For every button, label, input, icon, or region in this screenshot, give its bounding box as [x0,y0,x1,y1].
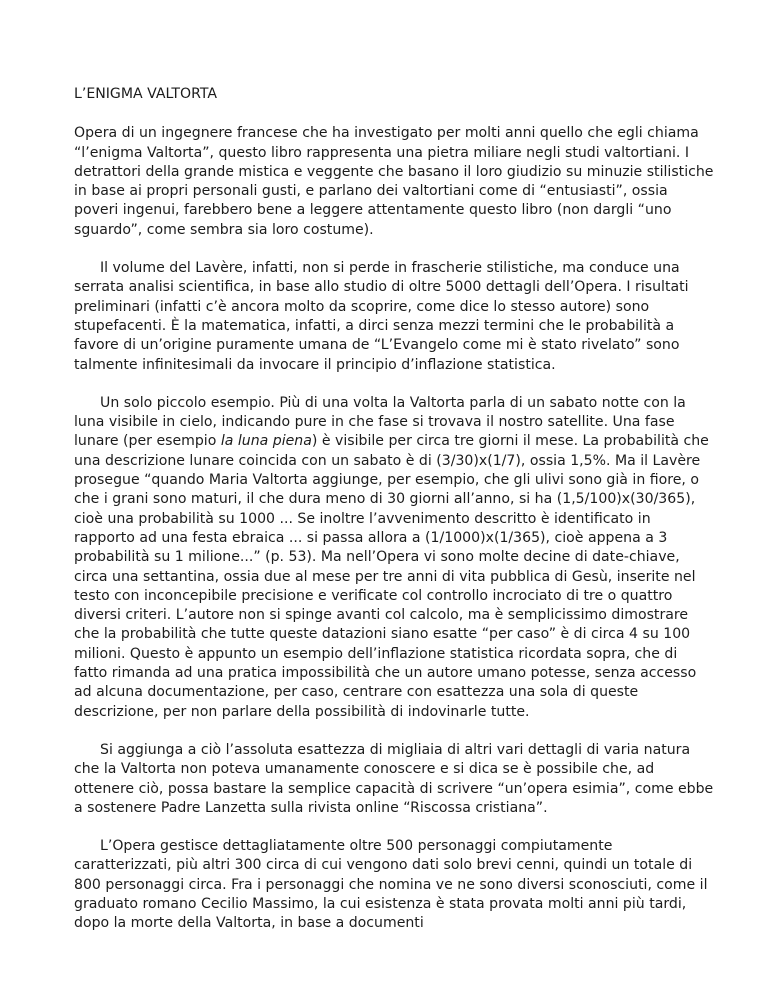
paragraph-text: Opera di un ingegnere francese che ha investigato per molti anni quello che egli chiama “l’enigma Valtorta”, questo libro rappresenta una pietra miliare negli studi valtortiani. I detrattori della grande mistica e veggente che basano il loro giudizio su minuzie stilistiche in base ai propri personali gusti, e parlano dei valtortiani come di “entusiasti”, ossia poveri ingenui, farebbero bene a leggere attentamente questo libro (non dargli “uno sguardo”, come sembra sia loro costume). [74,125,714,238]
document-title: L’ENIGMA VALTORTA [74,86,218,102]
paragraph-characters [74,837,714,933]
paragraph-details [74,741,714,818]
document-body [74,85,714,953]
paragraph-text: Il volume del Lavère, infatti, non si perde in frascherie stilistiche, ma conduce una serrata analisi scientifica, in base allo studio di oltre 5000 dettagli dell’Opera. I risultati preliminari (infatti c’è ancora molto da scoprire, come dice lo stesso autore) sono stupefacenti. È la matematica, infatti, a dirci senza mezzi termini che le probabilità a favore di un’origine puramente umana de “L’Evangelo come mi è stato rivelato” sono talmente infinitesimali da invocare il principio d’inflazione statistica. [74,260,689,373]
paragraph-text-before: Un solo piccolo esempio. Più di una volta la Valtorta parla di un sabato notte con la luna visibile in cielo, indicando pure in che fase si trovava il nostro satellite. Una fase lunare (per esempio [74,394,686,450]
paragraph-text: Si aggiunga a ciò l’assoluta esattezza di migliaia di altri vari dettagli di varia natura che la Valtorta non poteva umanamente conoscere e si dica se è possibile che, ad ottenere ciò, possa bastare la semplice capacità di scrivere “un’opera esimia”, come ebbe a sostenere Padre Lanzetta sulla rivista online “Riscossa cristiana”. [74,741,714,816]
paragraph-analysis [74,259,714,375]
paragraph-text-after: ) è visibile per circa tre giorni il mese. La probabilità che una descrizione lunare coincida con un sabato è di (3/30)x(1/7), ossia 1,5%. Ma il Lavère prosegue “quando Maria Valtorta aggiunge, per esempio, che gli ulivi sono già in fiore, o che i grani sono maturi, il che dura meno di 30 giorni all’anno, si ha (1,5/100)x(30/365), cioè una probabilità su 1000 ... Se inoltre l’avvenimento descritto è identificato in rapporto ad una festa ebraica ... si passa allora a (1/1000)x(1/365), cioè appena a 3 probabilità su 1 milione...” (p. 53). Ma nell’Opera vi sono molte decine di date-chiave, circa una settantina, ossia due al mese per tre anni di vita pubblica di Gesù, inserite nel testo con inconcepibile precisione e verificate col controllo incrociato di tre o quattro diversi criteri. L’autore non si spinge avanti col calcolo, ma è semplicissimo dimostrare che la probabilità che tutte queste datazioni siano esatte “per caso” è di circa 4 su 100 milioni. Questo è appunto un esempio dell’inflazione statistica ricordata sopra, che di fatto rimanda ad una pratica impossibilità che un autore umano potesse, senza accesso ad alcuna documentazione, per caso, centrare con esattezza una sola di queste descrizione, per non parlare della possibilità di indovinarle tutte. [74,433,709,720]
paragraph-text: L’Opera gestisce dettagliatamente oltre 500 personaggi compiutamente caratterizzati, più altri 300 circa di cui vengono dati solo brevi cenni, quindi un totale di 800 personaggi circa. Fra i personaggi che nomina ve ne sono diversi sconosciuti, come il graduato romano Cecilio Massimo, la cui esistenza è stata provata molti anni più tardi, dopo la morte della Valtorta, in base a documenti [74,838,708,932]
paragraph-intro [74,124,714,240]
paragraph-example [74,394,714,722]
paragraph-italic-phrase: la luna piena [220,433,312,450]
